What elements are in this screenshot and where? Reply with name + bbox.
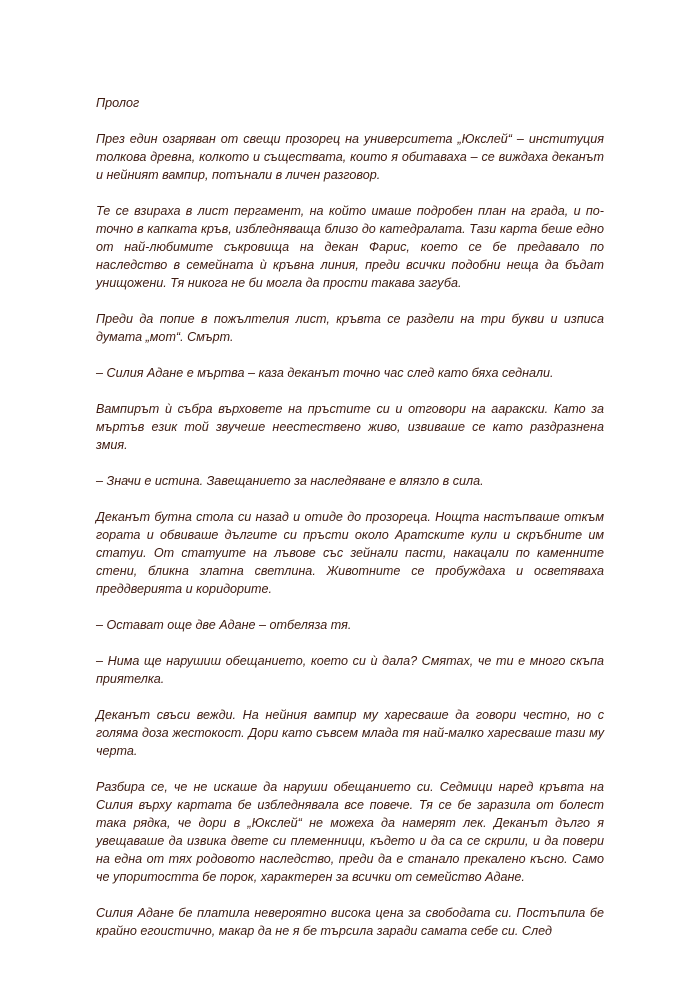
paragraph: Деканът бутна стола си назад и отиде до прозореца. Нощта настъпваше откъм гората и обвиваше дългите си пръсти около Аратските кули и скръбните им статуи. От статуите на лъвове със зейнали пасти, накацали по каменните стени, бликна златна светлина. Животните се пробуждаха и осветяваха преддверията и коридорите. bbox=[96, 510, 604, 596]
paragraph: Силия Адане бе платила невероятно висока цена за свободата си. Постъпила бе крайно егоистично, макар да не я бе търсила заради самата себе си. След bbox=[96, 906, 604, 938]
chapter-heading: Пролог bbox=[96, 96, 140, 110]
paragraph: – Нима ще нарушиш обещанието, което си ѝ дала? Смятах, че ти е много скъпа приятелка. bbox=[96, 654, 604, 686]
paragraph: – Значи е истина. Завещанието за наследяване е влязло в сила. bbox=[96, 474, 484, 488]
paragraph: – Остават още две Адане – отбеляза тя. bbox=[96, 618, 352, 632]
paragraph: Деканът свъси вежди. На нейния вампир му харесваше да говори честно, но с голяма доза жестокост. Дори като съвсем млада тя най-малко харесваше тази му черта. bbox=[96, 708, 604, 758]
paragraph: Те се взираха в лист пергамент, на който имаше подробен план на града, и по-точно в капката кръв, избледняваща близо до катедралата. Тази карта беше едно от най-любимите съкровища на декан Фарис, което се бе предавало по наследство в семейната ѝ кръвна линия, преди всички подобни неща да бъдат унищожени. Тя никога не би могла да прости такава загуба. bbox=[96, 204, 604, 290]
paragraph: – Силия Адане е мъртва – каза деканът точно час след като бяха седнали. bbox=[96, 366, 554, 380]
paragraph: Разбира се, че не искаше да наруши обещанието си. Седмици наред кръвта на Силия върху картата бе избледнявала все повече. Тя се бе заразила от болест така рядка, че дори в „Юкслей“ не можеха да намерят лек. Деканът дълго я увещаваше да извика двете си племенници, където и да са се скрили, и да повери на една от тях родовото наследство, преди да е станало прекалено късно. Само че упоритостта бе порок, характерен за всички от семейство Адане. bbox=[96, 780, 604, 884]
document-body bbox=[96, 94, 604, 958]
paragraph: Преди да попие в пожълтелия лист, кръвта се раздели на три букви и изписа думата „мот“. Смърт. bbox=[96, 312, 604, 344]
paragraph: През един озаряван от свещи прозорец на университета „Юкслей“ – институция толкова древна, колкото и съществата, които я обитаваха – се виждаха деканът и нейният вампир, потънали в личен разговор. bbox=[96, 132, 604, 182]
paragraph: Вампирът ѝ събра върховете на пръстите си и отговори на аараксκи. Като за мъртъв език той звучеше неестествено живо, извиваше се като раздразнена змия. bbox=[96, 402, 604, 452]
